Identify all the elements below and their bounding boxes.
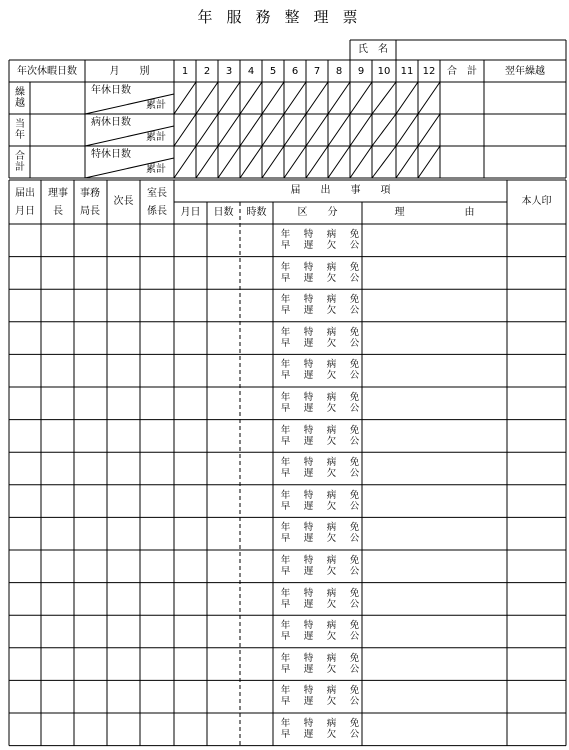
- category-option: 公: [349, 272, 360, 284]
- month-5: 5: [269, 66, 277, 77]
- category-options-5: [274, 392, 366, 414]
- category-option: 特: [303, 229, 314, 240]
- category-option: 遅: [303, 533, 314, 545]
- month-cell-diagonal: [284, 114, 306, 146]
- category-option: 公: [349, 566, 360, 577]
- category-option: 早: [280, 729, 291, 740]
- category-option: 公: [349, 435, 360, 447]
- category-option: 病: [326, 620, 337, 632]
- category-option: 免: [349, 489, 360, 501]
- month-cell-diagonal: [284, 146, 306, 178]
- category-options-11: [274, 588, 366, 610]
- month-4: 4: [247, 66, 255, 77]
- row-bottom-label-0: 累計: [146, 100, 166, 111]
- row-top-label-1: 病休日数: [91, 117, 131, 128]
- header-submit-date: 届出月日: [15, 188, 35, 217]
- category-option: 病: [326, 685, 337, 697]
- category-option: 特: [303, 555, 314, 566]
- page-title: 年服務整理票: [197, 8, 372, 26]
- category-option: 特: [303, 261, 314, 273]
- month-cell-diagonal: [284, 82, 306, 114]
- category-option: 早: [280, 337, 291, 349]
- category-option: 公: [349, 240, 360, 251]
- category-option: 特: [303, 326, 314, 338]
- category-option: 年: [280, 620, 291, 632]
- row-bottom-label-1: 累計: [146, 132, 166, 143]
- month-2: 2: [203, 66, 211, 77]
- category-option: 病: [326, 652, 337, 664]
- row-top-label-2: 特休日数: [91, 149, 131, 160]
- category-option: 欠: [326, 631, 337, 643]
- category-option: 特: [303, 587, 314, 599]
- month-cell-diagonal: [262, 114, 284, 146]
- category-option: 病: [326, 522, 337, 534]
- category-option: 早: [280, 370, 291, 382]
- month-cell-diagonal: [174, 146, 196, 178]
- category-option: 欠: [326, 729, 337, 740]
- category-options-12: [274, 620, 366, 642]
- month-11: 11: [400, 66, 414, 77]
- category-option: 病: [326, 457, 337, 469]
- category-option: 遅: [303, 403, 314, 414]
- category-option: 遅: [303, 663, 314, 675]
- month-cell-diagonal: [350, 82, 372, 114]
- category-option: 年: [280, 555, 291, 566]
- month-12: 12: [422, 66, 436, 77]
- category-option: 早: [280, 631, 291, 643]
- month-cell-diagonal: [418, 82, 440, 114]
- month-cell-diagonal: [350, 146, 372, 178]
- category-option: 免: [349, 685, 360, 697]
- category-option: 遅: [303, 435, 314, 447]
- category-option: 公: [349, 468, 360, 480]
- month-10: 10: [377, 66, 391, 77]
- category-option: 病: [326, 587, 337, 599]
- header-month-day: 月日: [180, 207, 201, 218]
- month-cell-diagonal: [306, 114, 328, 146]
- category-option: 遅: [303, 305, 314, 317]
- month-cell-diagonal: [328, 82, 350, 114]
- category-option: 欠: [326, 598, 337, 610]
- category-option: 欠: [326, 468, 337, 480]
- category-option: 免: [349, 522, 360, 534]
- category-option: 病: [326, 359, 337, 371]
- category-option: 年: [280, 522, 291, 534]
- category-option: 特: [303, 652, 314, 664]
- category-option: 遅: [303, 468, 314, 480]
- header-hours: 時数: [246, 207, 267, 218]
- month-cell-diagonal: [174, 114, 196, 146]
- category-option: 年: [280, 587, 291, 599]
- carryover-label: 翌年繰越: [505, 66, 545, 77]
- month-cell-diagonal: [306, 82, 328, 114]
- category-option: 遅: [303, 598, 314, 610]
- month-cell-diagonal: [262, 146, 284, 178]
- category-option: 病: [326, 294, 337, 306]
- category-option: 特: [303, 620, 314, 632]
- category-option: 公: [349, 500, 360, 512]
- category-options-14: [274, 685, 366, 707]
- total-label: 合 計: [447, 66, 477, 77]
- category-option: 年: [280, 294, 291, 306]
- category-option: 欠: [326, 566, 337, 577]
- header-notification-items: 届 出 事 項: [290, 185, 391, 196]
- category-option: 免: [349, 229, 360, 240]
- name-label: 氏 名: [358, 44, 388, 55]
- category-option: 公: [349, 663, 360, 675]
- category-option: 遅: [303, 272, 314, 284]
- category-option: 公: [349, 598, 360, 610]
- category-option: 特: [303, 522, 314, 534]
- month-cell-diagonal: [328, 114, 350, 146]
- month-cell-diagonal: [372, 82, 396, 114]
- category-option: 免: [349, 457, 360, 469]
- category-option: 公: [349, 403, 360, 414]
- category-option: 病: [326, 424, 337, 436]
- category-option: 公: [349, 370, 360, 382]
- month-label: 月 別: [109, 66, 150, 77]
- month-cell-diagonal: [372, 114, 396, 146]
- category-options-9: [274, 522, 366, 544]
- category-option: 早: [280, 435, 291, 447]
- category-option: 病: [326, 326, 337, 338]
- category-options-3: [274, 327, 366, 349]
- month-9: 9: [357, 66, 365, 77]
- month-cell-diagonal: [218, 82, 240, 114]
- month-cell-diagonal: [350, 114, 372, 146]
- category-option: 免: [349, 718, 360, 729]
- category-option: 公: [349, 305, 360, 317]
- category-option: 年: [280, 718, 291, 729]
- category-options-7: [274, 457, 366, 479]
- row-label-0: 繰越: [15, 87, 25, 109]
- category-option: 年: [280, 489, 291, 501]
- category-option: 早: [280, 240, 291, 251]
- category-option: 公: [349, 533, 360, 545]
- month-cell-diagonal: [196, 114, 218, 146]
- header-category: 区 分: [297, 207, 338, 218]
- row-label-2: 合計: [15, 151, 25, 173]
- category-option: 遅: [303, 370, 314, 382]
- header-director: 理事長: [48, 188, 68, 217]
- category-options-13: [274, 653, 366, 675]
- month-cell-diagonal: [240, 114, 262, 146]
- category-option: 病: [326, 229, 337, 240]
- header-office-chief: 事務局長: [80, 188, 100, 217]
- month-cell-diagonal: [218, 114, 240, 146]
- month-3: 3: [225, 66, 233, 77]
- header-days: 日数: [213, 207, 234, 218]
- month-cell-diagonal: [262, 82, 284, 114]
- category-option: 特: [303, 392, 314, 403]
- category-option: 欠: [326, 305, 337, 317]
- category-options-1: [274, 262, 366, 284]
- month-cell-diagonal: [418, 146, 440, 178]
- month-cell-diagonal: [174, 82, 196, 114]
- category-option: 早: [280, 272, 291, 284]
- category-option: 年: [280, 229, 291, 240]
- category-option: 欠: [326, 337, 337, 349]
- year-leave-days-label: 年次休暇日数: [17, 66, 77, 77]
- category-option: 欠: [326, 435, 337, 447]
- category-option: 免: [349, 326, 360, 338]
- category-option: 免: [349, 424, 360, 436]
- category-options-15: [274, 718, 366, 740]
- category-option: 公: [349, 337, 360, 349]
- category-option: 特: [303, 685, 314, 697]
- category-option: 病: [326, 718, 337, 729]
- month-cell-diagonal: [396, 82, 418, 114]
- header-reason: 理 由: [394, 207, 475, 218]
- category-option: 欠: [326, 272, 337, 284]
- category-option: 免: [349, 587, 360, 599]
- category-option: 早: [280, 566, 291, 577]
- row-top-label-0: 年休日数: [91, 85, 131, 96]
- category-option: 特: [303, 457, 314, 469]
- category-option: 早: [280, 696, 291, 708]
- category-option: 早: [280, 305, 291, 317]
- month-cell-diagonal: [196, 146, 218, 178]
- category-option: 公: [349, 696, 360, 708]
- header-deputy: 次長: [113, 196, 134, 207]
- category-option: 公: [349, 729, 360, 740]
- category-option: 欠: [326, 696, 337, 708]
- category-option: 欠: [326, 240, 337, 251]
- header-seal: 本人印: [521, 196, 552, 207]
- category-option: 免: [349, 359, 360, 371]
- category-option: 遅: [303, 631, 314, 643]
- category-option: 年: [280, 326, 291, 338]
- month-cell-diagonal: [240, 146, 262, 178]
- category-option: 免: [349, 652, 360, 664]
- month-cell-diagonal: [240, 82, 262, 114]
- month-cell-diagonal: [328, 146, 350, 178]
- category-option: 年: [280, 261, 291, 273]
- month-7: 7: [313, 66, 321, 77]
- category-option: 免: [349, 620, 360, 632]
- row-label-1: 当年: [15, 119, 25, 141]
- category-option: 年: [280, 685, 291, 697]
- month-cell-diagonal: [396, 146, 418, 178]
- category-option: 特: [303, 294, 314, 306]
- category-option: 免: [349, 392, 360, 403]
- category-option: 特: [303, 359, 314, 371]
- month-cell-diagonal: [372, 146, 396, 178]
- category-option: 特: [303, 424, 314, 436]
- category-option: 欠: [326, 370, 337, 382]
- category-option: 免: [349, 555, 360, 566]
- category-option: 遅: [303, 500, 314, 512]
- category-options-0: [274, 229, 366, 251]
- category-option: 遅: [303, 696, 314, 708]
- category-option: 欠: [326, 500, 337, 512]
- category-options-8: [274, 490, 366, 512]
- month-cell-diagonal: [306, 146, 328, 178]
- row-bottom-label-2: 累計: [146, 164, 166, 175]
- month-cell-diagonal: [218, 146, 240, 178]
- month-6: 6: [291, 66, 299, 77]
- month-1: 1: [181, 66, 189, 77]
- category-option: 免: [349, 294, 360, 306]
- category-option: 病: [326, 555, 337, 566]
- category-option: 病: [326, 489, 337, 501]
- category-option: 早: [280, 403, 291, 414]
- month-8: 8: [335, 66, 343, 77]
- category-options-2: [274, 294, 366, 316]
- category-option: 免: [349, 261, 360, 273]
- category-option: 年: [280, 457, 291, 469]
- category-option: 年: [280, 652, 291, 664]
- category-option: 公: [349, 631, 360, 643]
- month-cell-diagonal: [196, 82, 218, 114]
- header-section-chief: 室長係長: [147, 188, 167, 217]
- category-options-6: [274, 425, 366, 447]
- category-option: 早: [280, 663, 291, 675]
- category-option: 遅: [303, 566, 314, 577]
- category-option: 年: [280, 424, 291, 436]
- category-option: 特: [303, 489, 314, 501]
- category-option: 早: [280, 468, 291, 480]
- category-option: 欠: [326, 663, 337, 675]
- category-option: 病: [326, 261, 337, 273]
- category-options-10: [274, 555, 366, 577]
- category-option: 遅: [303, 337, 314, 349]
- category-option: 年: [280, 392, 291, 403]
- category-option: 病: [326, 392, 337, 403]
- month-cell-diagonal: [396, 114, 418, 146]
- category-option: 欠: [326, 533, 337, 545]
- category-option: 遅: [303, 240, 314, 251]
- month-cell-diagonal: [418, 114, 440, 146]
- category-option: 特: [303, 718, 314, 729]
- category-option: 欠: [326, 403, 337, 414]
- category-option: 遅: [303, 729, 314, 740]
- category-option: 早: [280, 500, 291, 512]
- category-option: 早: [280, 598, 291, 610]
- category-option: 早: [280, 533, 291, 545]
- category-options-4: [274, 359, 366, 381]
- category-option: 年: [280, 359, 291, 371]
